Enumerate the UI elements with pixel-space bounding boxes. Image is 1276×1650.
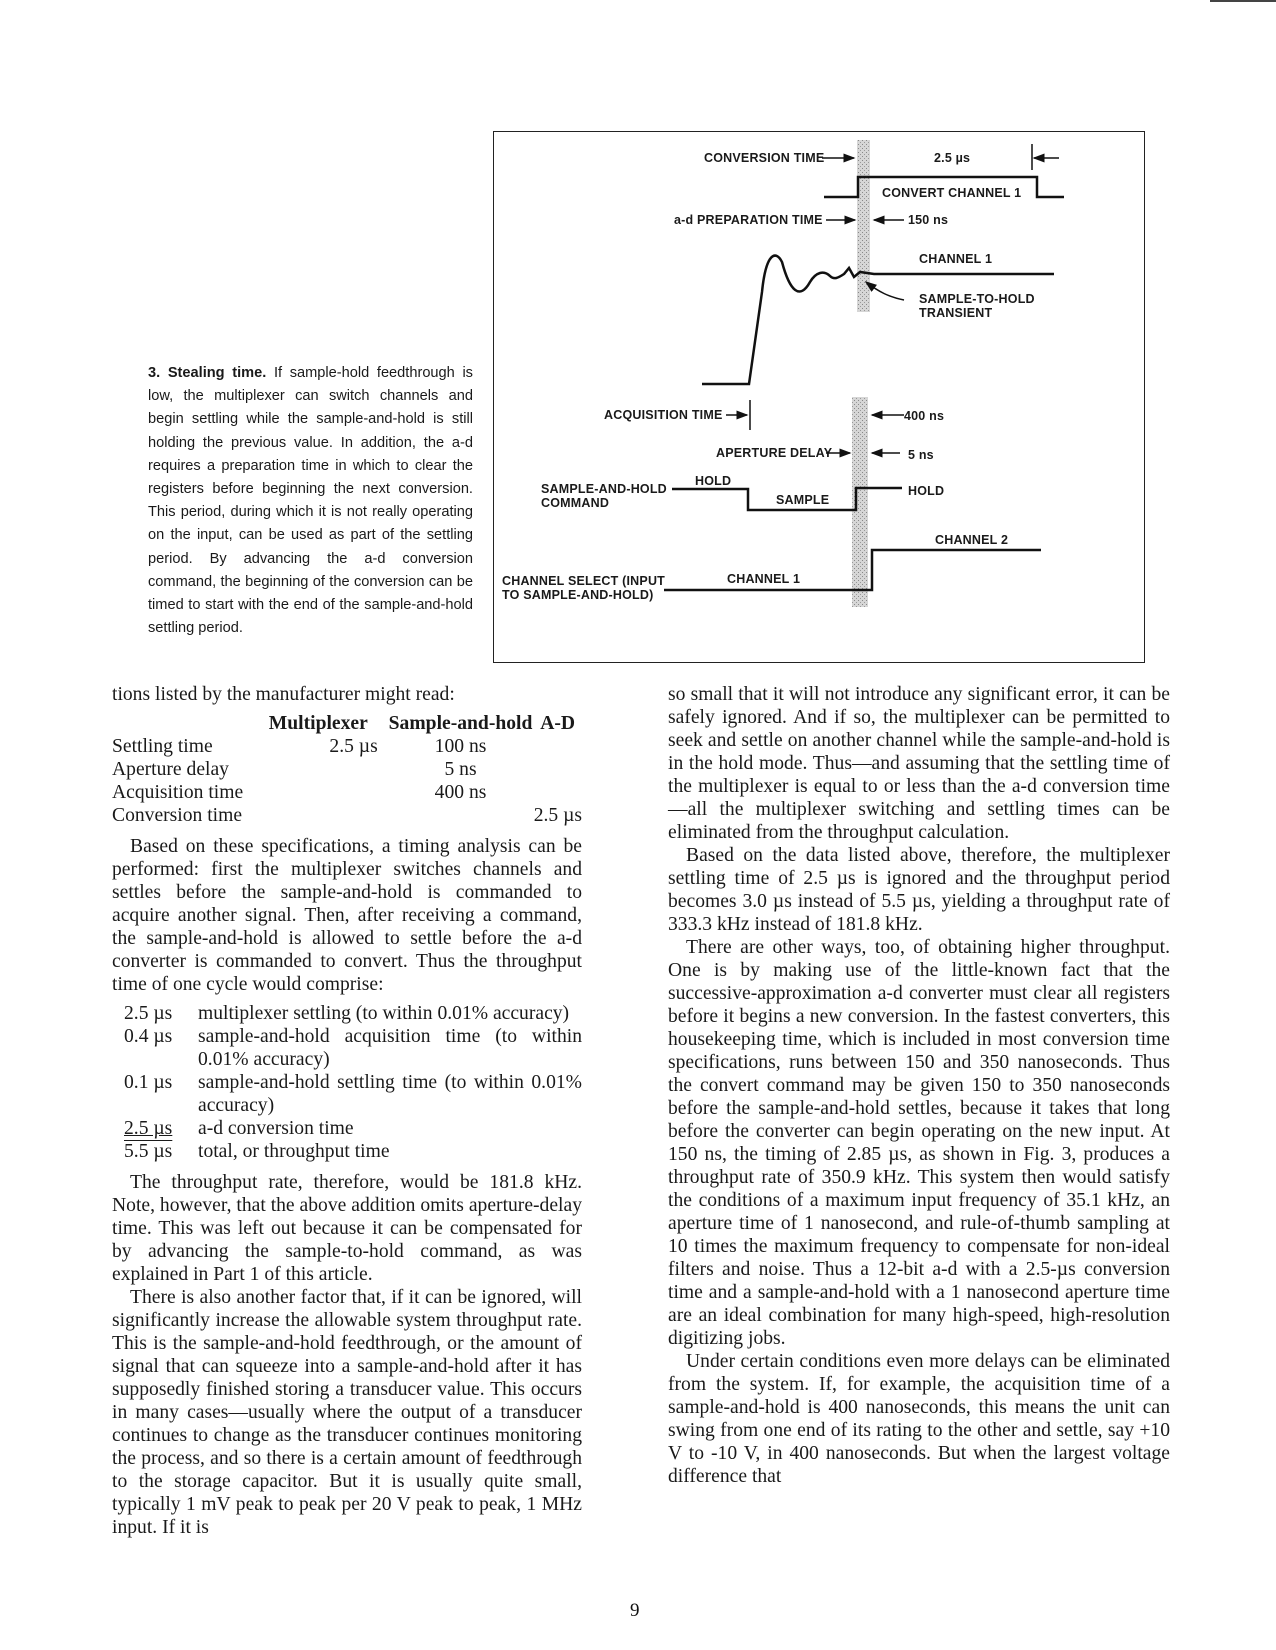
spec-cell: 100 ns — [434, 736, 487, 757]
spec-cell: Aperture delay — [112, 759, 229, 780]
spec-cell — [533, 781, 582, 804]
item-value: 2.5 µs — [124, 1118, 173, 1139]
table-row — [112, 735, 582, 758]
paragraph: The throughput rate, therefore, would be 181.8 kHz. Note, however, that the above addition omits aperture-delay time. This was left out because it can be compensated for by advancing the sample-to-hold command, as was explained in Part 1 of this article. — [112, 1172, 582, 1285]
spec-table — [112, 712, 582, 827]
paragraph: Based on the data listed above, therefore, the multiplexer settling time of 2.5 µs is ignored and the throughput period becomes 3.0 µs instead of 5.5 µs, yielding a throughput rate of 333.3 kHz instead of 181.8 kHz. — [668, 845, 1170, 935]
spec-cell: 400 ns — [434, 782, 487, 803]
label-acquisition-value: 400 ns — [904, 409, 945, 423]
label-conversion-value: 2.5 µs — [934, 151, 971, 165]
item-desc: multiplexer settling (to within 0.01% accuracy) — [198, 1003, 570, 1024]
label-sh-command-1: SAMPLE-AND-HOLD — [541, 482, 667, 496]
table-row — [112, 781, 582, 804]
label-channel1-signal: CHANNEL 1 — [919, 252, 993, 266]
spec-cell — [259, 758, 388, 781]
spec-cell — [388, 804, 534, 827]
timing-diagram — [493, 131, 1145, 663]
paragraph: Under certain conditions even more delays can be eliminated from the system. If, for example, the acquisition time of a sample-and-hold is 400 nanoseconds, this means the unit can swing from one end of its rating to the other and settle, say +10 V to -10 V, in 400 nanoseconds. But when the largest voltage difference that — [668, 1351, 1170, 1487]
label-channel1-select: CHANNEL 1 — [727, 572, 801, 586]
spec-cell: 2.5 µs — [533, 805, 582, 826]
list-item — [112, 1117, 582, 1140]
page-number: 9 — [630, 1600, 640, 1621]
table-row — [112, 804, 582, 827]
spec-cell: Acquisition time — [112, 782, 244, 803]
table-row — [112, 758, 582, 781]
label-transient-1: SAMPLE-TO-HOLD — [919, 292, 1035, 306]
prep-time-band — [857, 140, 870, 312]
intro-text: tions listed by the manufacturer might read: — [112, 684, 455, 705]
label-acquisition-time: ACQUISITION TIME — [604, 408, 723, 422]
label-channel2: CHANNEL 2 — [935, 533, 1009, 547]
label-conversion-time: CONVERSION TIME — [704, 151, 825, 165]
timing-breakdown-list — [112, 1002, 582, 1163]
spec-cell — [533, 758, 582, 781]
list-item-total — [112, 1140, 582, 1163]
paragraph: There are other ways, too, of obtaining higher throughput. One is by making use of the little-known fact that the successive-approximation a-d converter must clear all registers before it begins a new conversion. In the fastest converters, this housekeeping time, which is included in most conversion time specifications, runs between 150 and 350 nanoseconds. Thus the convert command may be given 150 to 350 nanoseconds before the sample-and-hold settles, because it takes that long before the converter can begin operating on the new input. At 150 ns, the timing of 2.85 µs, as shown in Fig. 3, produces a throughput rate of 350.9 kHz. This system then would satisfy the conditions of a maximum input frequency of 35.1 kHz, an aperture time of 1 nanosecond, and rule-of-thumb sampling at 10 times the maximum frequency to compensate for non-ideal filters and noise. Thus a 12-bit a-d with a 2.5-µs conversion time and a sample-and-hold with a 1 nanosecond aperture time are an ideal combination for many high-speed, high-resolution digitizing jobs. — [668, 937, 1170, 1349]
label-channel-select-1: CHANNEL SELECT (INPUT — [502, 574, 666, 588]
transient-pointer — [866, 282, 904, 300]
spec-header-blank — [112, 712, 259, 735]
item-value: 2.5 µs — [124, 1003, 173, 1024]
label-prep-value: 150 ns — [908, 213, 949, 227]
label-prep-time: a-d PREPARATION TIME — [674, 213, 823, 227]
figure-caption — [148, 362, 473, 640]
item-value: 0.1 µs — [124, 1072, 173, 1093]
caption-title: 3. Stealing time. — [148, 365, 267, 381]
caption-body: If sample-hold feedthrough is low, the multiplexer can switch channels and begin settling while the sample-and-hold is still holding the previous value. In addition, the a-d requires a preparation time in which to clear the registers before beginning the next conversion. This period, during which it is not really operating on the input, can be used as part of the settling period. By advancing the a-d conversion command, the beginning of the conversion can be timed to start with the end of the sample-and-hold settling period. — [148, 365, 473, 637]
spec-header-sh: Sample-and-hold — [388, 713, 533, 734]
label-aperture-value: 5 ns — [908, 448, 934, 462]
item-desc: sample-and-hold settling time (to within 0.01% accuracy) — [198, 1072, 582, 1116]
label-channel-select-2: TO SAMPLE-AND-HOLD) — [502, 588, 654, 602]
spec-cell — [259, 781, 388, 804]
spec-header-row — [112, 712, 582, 735]
spec-header-ad: A-D — [540, 713, 576, 734]
paragraph: so small that it will not introduce any significant error, it can be safely ignored. And if so, the multiplexer can be permitted to seek and settle on another channel while the sample-and-hold is in the hold mode. Thus—and assuming that the settling time of the multiplexer is equal to or less than the a-d conversion time—all the multiplexer switching and settling times can be eliminated from the throughput calculation. — [668, 684, 1170, 843]
scan-edge-line — [1210, 0, 1276, 2]
aperture-band — [852, 397, 868, 607]
label-hold-right: HOLD — [908, 484, 945, 498]
spec-cell: 5 ns — [444, 759, 477, 780]
spec-cell: Conversion time — [112, 805, 243, 826]
paragraph: Based on these specifications, a timing analysis can be performed: first the multiplexer switches channels and settles before the sample-and-hold is commanded to acquire another signal. Then, after receiving a command, the sample-and-hold is allowed to settle before the a-d converter is commanded to convert. Thus the throughput time of one cycle would comprise: — [112, 836, 582, 995]
label-aperture-delay: APERTURE DELAY — [716, 446, 833, 460]
spec-cell — [533, 735, 582, 758]
item-value: 0.4 µs — [124, 1026, 173, 1047]
item-value: 5.5 µs — [124, 1141, 173, 1162]
label-hold-left: HOLD — [695, 474, 732, 488]
item-desc: total, or throughput time — [198, 1141, 390, 1162]
list-item — [112, 1025, 582, 1071]
channel1-waveform — [702, 256, 1054, 384]
timing-diagram-svg — [494, 132, 1144, 662]
paragraph: There is also another factor that, if it can be ignored, will significantly increase the allowable system throughput rate. This is the sample-and-hold feedthrough, or the amount of signal that can squeeze into a sample-and-hold after it has supposedly finished storing a transducer value. This occurs in many cases—usually where the output of a transducer continues to change as the transducer continues monitoring the process, and so there is a certain amount of feedthrough to the storage capacitor. But it is usually quite small, typically 1 mV peak to peak per 20 V peak to peak, 1 MHz input. If it is — [112, 1287, 582, 1538]
spec-cell — [259, 804, 388, 827]
right-column — [668, 683, 1170, 1488]
item-desc: sample-and-hold acquisition time (to within 0.01% accuracy) — [198, 1026, 582, 1070]
left-column — [112, 683, 582, 1539]
item-desc: a-d conversion time — [198, 1118, 354, 1139]
spec-cell: 2.5 µs — [329, 736, 378, 757]
label-convert-channel: CONVERT CHANNEL 1 — [882, 186, 1022, 200]
list-item — [112, 1002, 582, 1025]
spec-header-mux: Multiplexer — [268, 713, 368, 734]
label-sh-command-2: COMMAND — [541, 496, 610, 510]
label-sample: SAMPLE — [776, 493, 830, 507]
list-item — [112, 1071, 582, 1117]
label-transient-2: TRANSIENT — [919, 306, 993, 320]
spec-cell: Settling time — [112, 736, 213, 757]
